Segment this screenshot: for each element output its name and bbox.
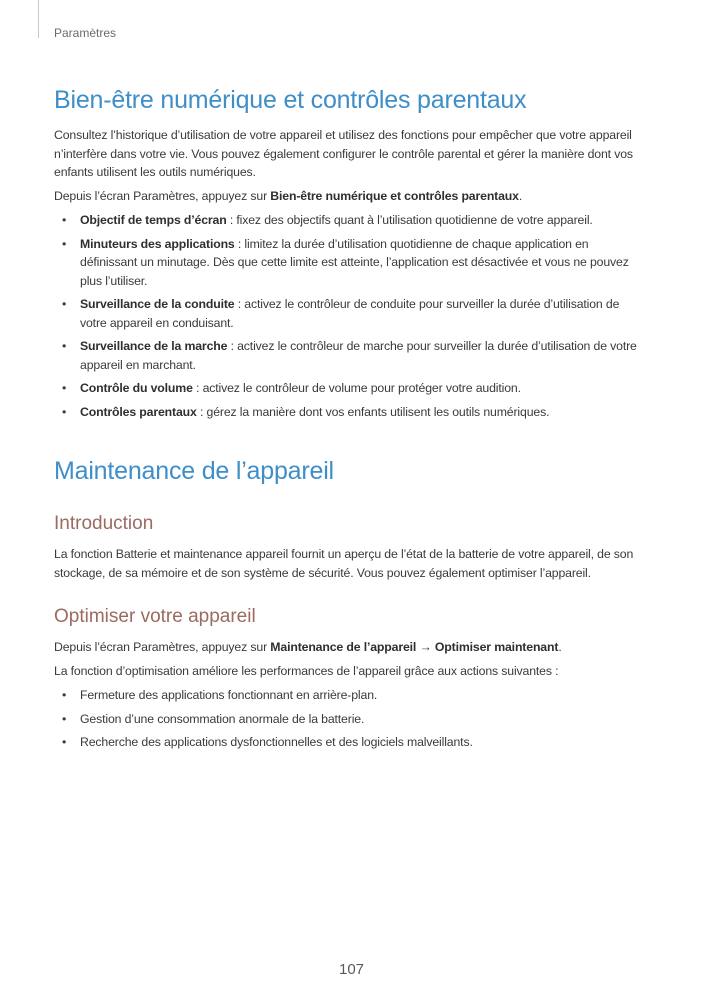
list-item: • Minuteurs des applications : limitez la durée d’utilisation quotidienne de chaque application en définissant un minutage. Dès que cette limite est atteinte, l’application est désactivée et vous ne pouvez plus l’utiliser. (62, 236, 629, 288)
list-item: • Contrôles parentaux : gérez la manière dont vos enfants utilisent les outils numériques. (62, 404, 550, 419)
list-item: • Recherche des applications dysfonctionnelles et des logiciels malveillants. (62, 735, 473, 749)
running-header: Paramètres (54, 26, 117, 40)
list-item: • Fermeture des applications fonctionnant en arrière-plan. (62, 688, 378, 702)
optimize-list (54, 686, 646, 752)
list-item: • Surveillance de la conduite : activez le contrôleur de conduite pour surveiller la durée d’utilisation de votre appareil en conduisant. (62, 297, 620, 330)
list-item: • Surveillance de la marche : activez le contrôleur de marche pour surveiller la durée d’utilisation de votre appareil en marchant. (62, 339, 637, 372)
optimize-path: Depuis l’écran Paramètres, appuyez sur Maintenance de l’appareil → Optimiser maintenant. (54, 640, 562, 654)
section-title-maintenance: Maintenance de l’appareil (54, 457, 334, 485)
list-item: • Gestion d’une consommation anormale de la batterie. (62, 711, 365, 726)
subheading-optimize: Optimiser votre appareil (54, 606, 256, 627)
optimize-text: La fonction d’optimisation améliore les performances de l’appareil grâce aux actions suivantes : (54, 663, 559, 678)
wellbeing-list (54, 211, 646, 421)
list-item: • Contrôle du volume : activez le contrôleur de volume pour protéger votre audition. (62, 381, 521, 395)
list-item: • Objectif de temps d’écran : fixez des objectifs quant à l’utilisation quotidienne de votre appareil. (62, 213, 593, 227)
page-content (54, 80, 646, 757)
page-number: 107 (338, 961, 365, 978)
header-divider (38, 0, 39, 38)
section-title-wellbeing: Bien-être numérique et contrôles parentaux (54, 86, 527, 114)
subheading-introduction: Introduction (54, 513, 154, 534)
wellbeing-intro: Consultez l’historique d’utilisation de votre appareil et utilisez des fonctions pour empêcher que votre appareil n’interfère dans votre vie. Vous pouvez également configurer le contrôle parental et gérer la manière dont vos enfants utilisent les outils numériques. (54, 128, 633, 179)
maintenance-intro: La fonction Batterie et maintenance appareil fournit un aperçu de l’état de la batterie de votre appareil, de son stockage, de sa mémoire et de son système de sécurité. Vous pouvez également optimiser l’appareil. (54, 547, 634, 580)
wellbeing-path: Depuis l’écran Paramètres, appuyez sur Bien-être numérique et contrôles parentaux. (54, 188, 523, 203)
